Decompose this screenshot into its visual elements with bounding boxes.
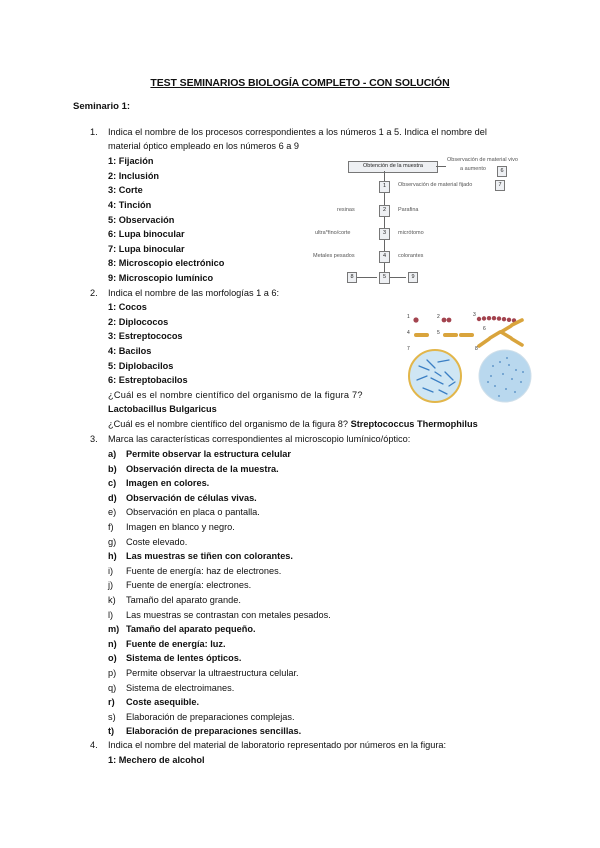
- diagram-box-5: 5: [379, 272, 390, 284]
- question-2-text: Indica el nombre de las morfologías 1 a 6:: [108, 288, 280, 298]
- morph-label-7: 7: [407, 346, 410, 352]
- q2-answer-2: 2: Diplococos: [108, 317, 169, 327]
- q1-answer-6: 6: Lupa binocular: [108, 229, 185, 239]
- q3-option-letter: k): [108, 595, 116, 605]
- q3-option-text: Las muestras se tiñen con colorantes.: [126, 551, 293, 562]
- q3-option-text: Fuente de energía: haz de electrones.: [126, 565, 282, 576]
- q3-option-text: Coste elevado.: [126, 536, 188, 547]
- q3-option-text: Imagen en colores.: [126, 478, 210, 489]
- diagram-box-4: 4: [379, 251, 390, 263]
- q3-option-text: Fuente de energía: electrones.: [126, 580, 252, 591]
- q3-option-letter: s): [108, 711, 116, 722]
- q1-answer-8: 8: Microscopio electrónico: [108, 258, 225, 268]
- q3-option-text: Permite observar la ultraestructura celular.: [126, 668, 299, 678]
- document-title: TEST SEMINARIOS BIOLOGÍA COMPLETO - CON SOLUCIÓN: [150, 77, 450, 89]
- q3-option-text: Coste asequible.: [126, 697, 200, 708]
- diagram-left-3: ultra*fino/corte: [315, 230, 351, 236]
- q1-answer-2: 2: Inclusión: [108, 171, 160, 181]
- diagram-box-9: 9: [408, 272, 418, 283]
- diagram-left-2: resinas: [337, 207, 355, 213]
- question-2-number: 2.: [90, 288, 98, 298]
- q3-option-letter: b): [108, 463, 117, 474]
- seminar-heading: Seminario 1:: [73, 101, 131, 112]
- q2-answer-1: 1: Cocos: [108, 302, 147, 312]
- q1-answer-3: 3: Corte: [108, 185, 143, 195]
- q1-answer-7: 7: Lupa binocular: [108, 244, 185, 254]
- question-3-text: Marca las características correspondientes al microscopio lumínico/óptico:: [108, 434, 411, 444]
- bacillus-shape: [414, 333, 429, 337]
- morph-label-3: 3: [473, 312, 476, 318]
- sample-processing-diagram: [310, 153, 550, 293]
- q3-option-letter: a): [108, 449, 117, 459]
- q3-option-letter: e): [108, 507, 117, 518]
- q3-option-letter: o): [108, 653, 117, 664]
- q2-subanswer-2: Streptococcus Thermophilus: [350, 419, 478, 429]
- diagram-box-2: 2: [379, 205, 390, 217]
- q1-answer-9: 9: Microscopio lumínico: [108, 273, 214, 283]
- question-4-number: 4.: [90, 740, 98, 750]
- q3-option-letter: d): [108, 492, 117, 503]
- morph-label-5: 5: [437, 330, 440, 336]
- q3-option-text: Observación de células vivas.: [126, 492, 257, 503]
- q3-option-text: Imagen en blanco y negro.: [126, 522, 235, 532]
- diagram-obs-fixed: Observación de material fijado: [398, 182, 473, 188]
- q3-option-letter: i): [108, 565, 114, 576]
- q3-option-letter: f): [108, 522, 114, 532]
- streptococcus-shape: [477, 316, 516, 323]
- q2-answer-6: 6: Estreptobacilos: [108, 375, 188, 385]
- q2-subquestion-1: ¿Cuál es el nombre científico del organismo de la figura 7?: [108, 390, 363, 400]
- q3-option-text: Permite observar la estructura celular: [126, 449, 291, 459]
- q3-option-letter: q): [108, 682, 117, 693]
- diagram-box-3: 3: [379, 228, 390, 240]
- q2-subquestion-2: ¿Cuál es el nombre científico del organismo de la figura 8?: [108, 419, 349, 429]
- diagram-box-1: 1: [379, 181, 390, 193]
- question-1-text-line-1: Indica el nombre de los procesos correspondientes a los números 1 a 5. Indica el nombre del: [108, 127, 487, 137]
- q3-option-letter: l): [108, 609, 114, 620]
- morph-label-6: 6: [483, 326, 486, 332]
- diagram-obs-live-2: a aumento: [460, 166, 486, 172]
- diagram-header-box: Obtención de la muestra: [348, 161, 438, 173]
- q2-answer-4: 4: Bacilos: [108, 346, 152, 356]
- question-4-text: Indica el nombre del material de laboratorio representado por números en la figura:: [108, 740, 447, 750]
- q3-option-text: Observación en placa o pantalla.: [126, 507, 260, 518]
- q2-subquestion-2-row: [108, 419, 478, 429]
- streptococcus-micrograph: [479, 350, 531, 402]
- diplobacillus-shape: [443, 333, 458, 337]
- streptobacillus-shape: [479, 320, 522, 346]
- lactobacillus-micrograph: [409, 350, 461, 402]
- q3-option-text: Elaboración de preparaciones complejas.: [126, 711, 295, 722]
- diagram-left-4: Metales pesados: [313, 253, 355, 259]
- q3-option-letter: c): [108, 478, 117, 489]
- question-3-number: 3.: [90, 434, 98, 444]
- morph-label-4: 4: [407, 330, 410, 336]
- q2-answer-5: 5: Diplobacilos: [108, 361, 174, 371]
- morph-label-8: 8: [475, 346, 478, 352]
- q3-option-text: Elaboración de preparaciones sencillas.: [126, 726, 302, 737]
- q3-option-letter: t): [108, 726, 115, 737]
- q3-option-letter: m): [108, 624, 120, 635]
- q1-answer-1: 1: Fijación: [108, 156, 154, 166]
- question-1-number: 1.: [90, 127, 98, 137]
- bacteria-morphology-figure: [405, 310, 535, 405]
- q3-option-letter: p): [108, 668, 117, 678]
- q3-option-text: Observación directa de la muestra.: [126, 463, 279, 474]
- diagram-connector: [436, 166, 446, 167]
- q3-option-letter: n): [108, 638, 117, 649]
- diagram-connector: [390, 277, 406, 278]
- diagram-right-2: Parafina: [398, 207, 419, 213]
- q1-answer-4: 4: Tinción: [108, 200, 152, 210]
- diagram-right-4: colorantes: [398, 253, 424, 259]
- diagram-box-8: 8: [347, 272, 357, 283]
- question-1-text-line-2: material óptico empleado en los números 6 a 9: [108, 141, 300, 151]
- q3-option-text: Fuente de energía: luz.: [126, 638, 226, 649]
- q3-option-text: Tamaño del aparato pequeño.: [126, 624, 256, 635]
- q3-option-text: Tamaño del aparato grande.: [126, 595, 241, 605]
- morph-label-2: 2: [437, 314, 440, 320]
- q3-option-text: Sistema de electroimanes.: [126, 682, 235, 693]
- diagram-right-3: micrótomo: [398, 230, 424, 236]
- q2-subanswer-1: Lactobacillus Bulgaricus: [108, 404, 217, 414]
- diagram-obs-live-1: Observación de material vivo: [447, 157, 518, 163]
- q3-option-letter: g): [108, 536, 117, 547]
- q3-option-letter: j): [108, 580, 114, 591]
- q2-answer-3: 3: Estreptococos: [108, 331, 183, 341]
- q3-option-letter: h): [108, 551, 117, 562]
- diagram-connector: [357, 277, 377, 278]
- coccus-shape: [413, 317, 418, 322]
- q3-option-text: Sistema de lentes ópticos.: [126, 653, 242, 664]
- q3-option-text: Las muestras se contrastan con metales pesados.: [126, 609, 331, 620]
- diplococcus-shape: [447, 318, 452, 323]
- diplobacillus-shape: [459, 333, 474, 337]
- q4-answer-1: 1: Mechero de alcohol: [108, 755, 205, 765]
- q1-answer-5: 5: Observación: [108, 215, 175, 225]
- diagram-box-6: 6: [497, 166, 507, 177]
- morph-label-1: 1: [407, 314, 410, 320]
- q3-option-letter: r): [108, 697, 115, 708]
- diplococcus-shape: [442, 318, 447, 323]
- diagram-box-7: 7: [495, 180, 505, 191]
